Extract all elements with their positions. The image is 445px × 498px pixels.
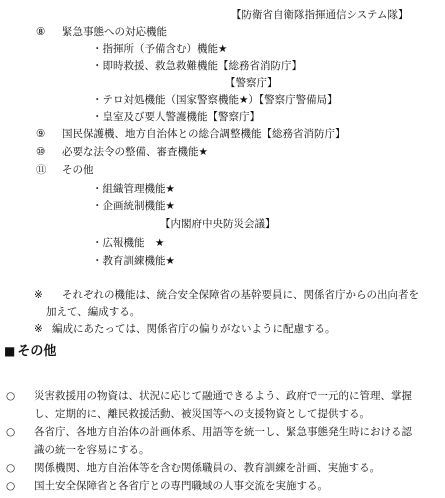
item-11-number: ⑪ [36, 164, 47, 176]
note-1-line-2: 加えて、編成する。 [46, 306, 141, 318]
item-11-bullet-3: 【内閣府中央防災会議】 [160, 218, 276, 230]
item-8-number: ⑧ [36, 26, 46, 38]
item-8-bullet-5: ・皇室及び要人警護機能【警察庁】 [92, 111, 260, 123]
note-1-mark: ※ [34, 289, 43, 301]
other-2-line-2: 識の統一を容易にする。 [34, 444, 150, 456]
other-1-line-2: し、定期的に、離民救援活動、被災国等への支援物資として提供する。 [34, 408, 370, 420]
note-1-line-1: それぞれの機能は、統合安全保障省の基幹要員に、関係省庁からの出向者を [62, 289, 419, 301]
section-heading [4, 343, 56, 360]
item-8-bullet-1: ・指揮所（予備含む）機能★ [92, 43, 228, 55]
item-9-number: ⑨ [36, 128, 46, 140]
other-1-line-1: 災害救援用の物資は、状況に応じて融通できるよう、政府で一元的に管理、掌握 [34, 390, 412, 402]
item-11-bullet-2: ・企画統制機能★ [92, 200, 175, 212]
other-2-line-1: 各省庁、各地方自治体の計画体系、用語等を統一し、緊急事態発生時における認 [34, 426, 412, 438]
item-8-bullet-2: ・即時救援、救急救難機能【総務省消防庁】 [92, 60, 302, 72]
other-3-mark: ○ [6, 462, 16, 474]
other-1-mark: ○ [6, 390, 16, 402]
item-11-bullet-5: ・教育訓練機能★ [92, 255, 175, 267]
item-10-number: ⑩ [36, 146, 46, 158]
item-8-bullet-4: ・テロ対処機能（国家警察機能★）【警察庁警備局】 [92, 94, 338, 106]
item-8-title: 緊急事態への対応機能 [62, 26, 167, 38]
item-10-title: 必要な法令の整備、審査機能★ [62, 146, 208, 158]
item-9-title: 国民保護機、地方自治体との総合調整機能【総務省消防庁】 [62, 128, 346, 140]
header-note: 【防衛省自衛隊指揮通信システム隊】 [231, 9, 409, 21]
other-2-mark: ○ [6, 426, 16, 438]
section-heading-marker: ■ [4, 344, 16, 358]
item-11-title: その他 [62, 164, 94, 176]
note-2-line-1: 編成にあたっては、関係省庁の偏りがないように配慮する。 [52, 323, 336, 335]
other-4-line-1: 国土安全保障省と各省庁との専門職域の人事交流を実施する。 [34, 480, 328, 492]
item-11-bullet-1: ・組織管理機能★ [92, 183, 175, 195]
item-11-bullet-4: ・広報機能 ★ [92, 237, 165, 249]
section-heading-title: その他 [17, 344, 57, 359]
item-8-bullet-3: 【警察庁】 [225, 77, 278, 89]
note-2-mark: ※ [34, 323, 43, 335]
other-3-line-1: 関係機関、地方自治体等を含む関係職員の、教育訓練を計画、実施する。 [34, 462, 381, 474]
other-4-mark: ○ [6, 480, 16, 492]
